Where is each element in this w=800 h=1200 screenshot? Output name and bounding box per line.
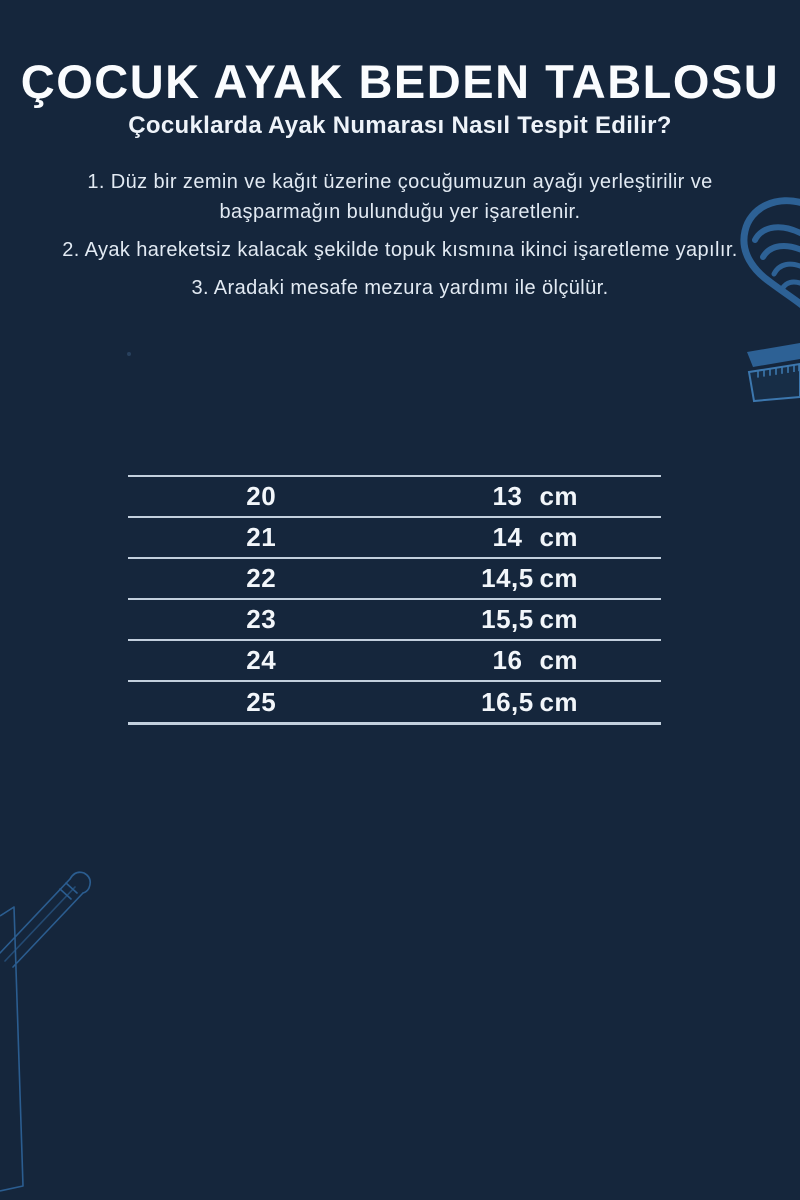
foot-length-value: 14,5	[481, 563, 534, 594]
table-row	[128, 475, 661, 516]
page-subtitle: Çocuklarda Ayak Numarası Nasıl Tespit Edilir?	[128, 112, 672, 139]
shoe-size-value: 24	[246, 645, 277, 676]
table-row	[128, 516, 661, 557]
foot-length-value: 13	[492, 481, 523, 512]
foot-length-cell	[395, 604, 662, 635]
instruction-step-2: 2. Ayak hareketsiz kalacak şekilde topuk kısmına ikinci işaretleme yapılır.	[62, 239, 738, 261]
instruction-step-3: 3. Aradaki mesafe mezura yardımı ile ölçülür.	[191, 277, 609, 299]
foot-length-unit: cm	[539, 522, 579, 553]
foot-length-cell	[395, 481, 662, 512]
ruler-icon	[747, 343, 800, 401]
table-row	[128, 598, 661, 639]
foot-length-cell	[395, 645, 662, 676]
shoe-size-value: 23	[246, 604, 277, 635]
foot-length-unit: cm	[539, 481, 579, 512]
table-row	[128, 557, 661, 598]
foot-length-value: 16	[492, 645, 523, 676]
foot-length-unit: cm	[539, 563, 579, 594]
foot-length-value: 15,5	[481, 604, 534, 635]
speck-artifact	[127, 352, 131, 356]
shoe-size-value: 22	[246, 563, 277, 594]
foot-length-unit: cm	[539, 645, 579, 676]
foot-length-cell	[395, 522, 662, 553]
shoe-size-value: 20	[246, 481, 277, 512]
instruction-step-1: 1. Düz bir zemin ve kağıt üzerine çocuğumuzun ayağı yerleştirilir ve başparmağın bulunduğu yer işaretlenir.	[87, 171, 713, 223]
size-table	[128, 475, 661, 725]
paper-sheet-icon	[0, 907, 23, 1191]
foot-length-cell	[395, 687, 662, 718]
table-row	[128, 680, 661, 724]
shoe-size-value: 21	[246, 522, 277, 553]
page-title: ÇOCUK AYAK BEDEN TABLOSU	[20, 55, 780, 108]
pencil-icon	[0, 872, 90, 967]
foot-length-unit: cm	[539, 686, 579, 717]
foot-length-unit: cm	[539, 604, 579, 635]
foot-length-cell	[395, 563, 662, 594]
table-row	[128, 639, 661, 680]
shoe-size-value: 25	[246, 686, 277, 717]
instructions	[0, 167, 800, 311]
foot-length-value: 16,5	[481, 686, 534, 717]
foot-length-value: 14	[492, 522, 523, 553]
